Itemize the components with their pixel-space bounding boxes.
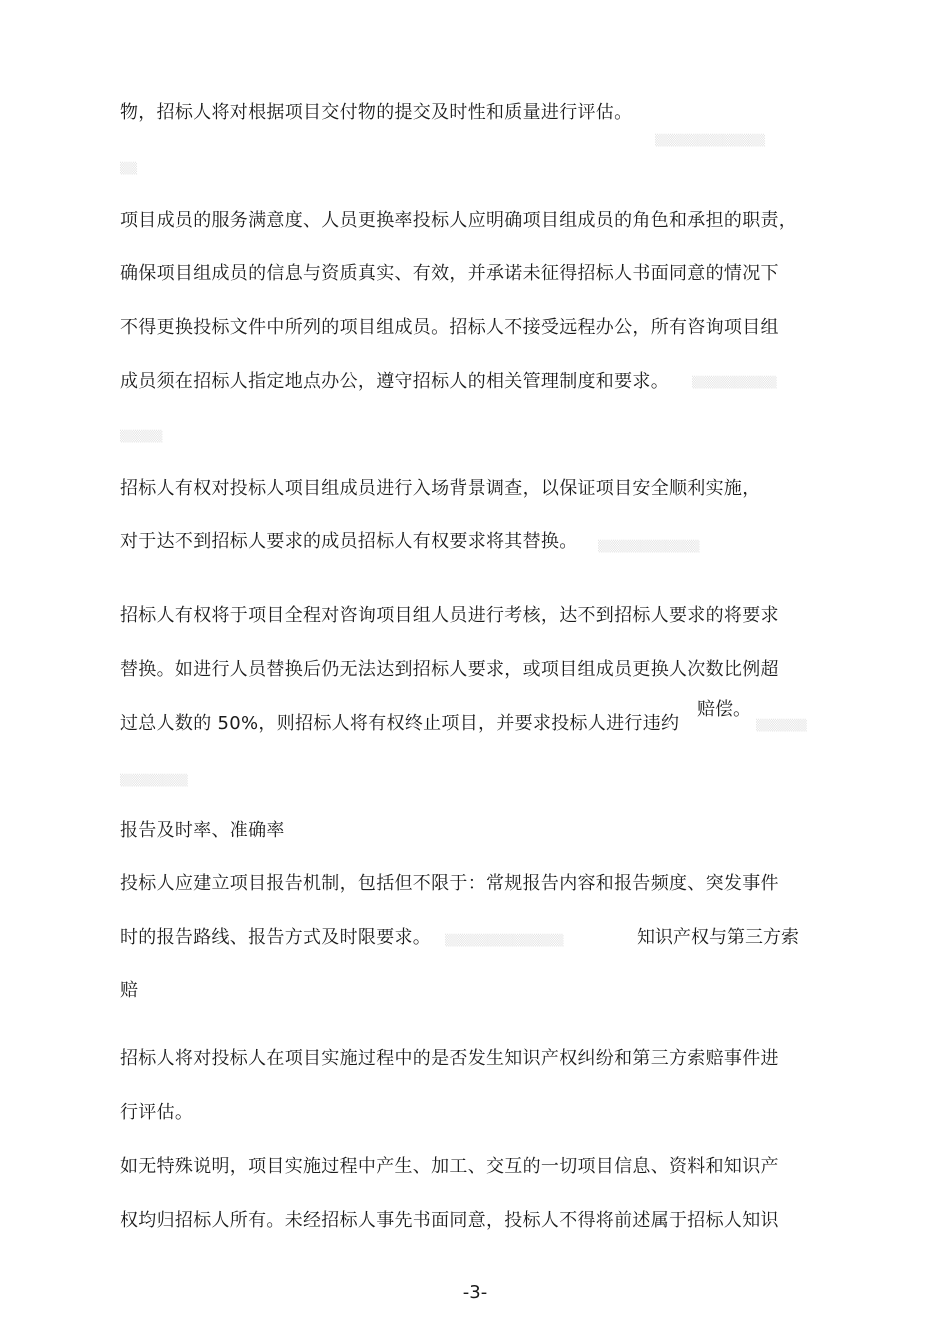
paragraph-line: 过总人数的 50%，则招标人将有权终止项目，并要求投标人进行违约 xyxy=(120,713,680,734)
paragraph-line: 不得更换投标文件中所列的项目组成员。招标人不接受远程办公，所有咨询项目组 xyxy=(120,317,779,338)
paragraph-line: 权均归招标人所有。未经招标人事先书面同意，投标人不得将前述属于招标人知识 xyxy=(120,1210,779,1231)
inline-superscript-text: 赔偿。 xyxy=(697,699,751,720)
paragraph-line: 项目成员的服务满意度、人员更换率投标人应明确项目组成员的角色和承担的职责， xyxy=(120,210,798,231)
paragraph-line: 对于达不到招标人要求的成员招标人有权要求将其替换。 xyxy=(120,531,578,552)
section-heading-inline: 知识产权与第三方索 xyxy=(637,927,799,948)
faint-watermark-text: ▒▒▒▒▒▒▒▒ xyxy=(120,774,188,787)
faint-watermark-text: ▒▒▒▒▒▒▒▒▒▒ xyxy=(692,376,777,389)
paragraph-line: 招标人将对投标人在项目实施过程中的是否发生知识产权纠纷和第三方索赔事件进 xyxy=(120,1048,779,1069)
faint-watermark-text: ▒▒▒▒▒▒ xyxy=(756,719,807,732)
faint-watermark-text: ▒▒▒▒▒ xyxy=(120,430,163,443)
faint-watermark-text: ▒▒▒▒▒▒▒▒▒▒▒▒ xyxy=(598,540,700,553)
paragraph-line: 时的报告路线、报告方式及时限要求。 xyxy=(120,927,432,948)
section-heading-continued: 赔 xyxy=(120,980,139,1001)
paragraph-line: 确保项目组成员的信息与资质真实、有效，并承诺未征得招标人书面同意的情况下 xyxy=(120,263,779,284)
paragraph-line: 招标人有权将于项目全程对咨询项目组人员进行考核，达不到招标人要求的将要求 xyxy=(120,605,779,626)
paragraph-line: 行评估。 xyxy=(120,1102,194,1123)
faint-watermark-text: ▒▒▒▒▒▒▒▒▒▒▒▒▒▒ xyxy=(445,934,564,947)
paragraph-line: 成员须在招标人指定地点办公，遵守招标人的相关管理制度和要求。 xyxy=(120,371,669,392)
paragraph-line: 替换。如进行人员替换后仍无法达到招标人要求，或项目组成员更换人次数比例超 xyxy=(120,659,779,680)
paragraph-line: 物，招标人将对根据项目交付物的提交及时性和质量进行评估。 xyxy=(120,102,633,123)
paragraph-line: 招标人有权对投标人项目组成员进行入场背景调查，以保证项目安全顺利实施， xyxy=(120,478,761,499)
section-heading: 报告及时率、准确率 xyxy=(120,820,285,841)
paragraph-line: 如无特殊说明，项目实施过程中产生、加工、交互的一切项目信息、资料和知识产 xyxy=(120,1156,779,1177)
faint-watermark-text: ▒▒▒▒▒▒▒▒▒▒▒▒▒ xyxy=(655,134,765,147)
faint-watermark-text: ▒▒ xyxy=(120,162,137,175)
page-number: -3- xyxy=(462,1282,488,1303)
paragraph-line: 投标人应建立项目报告机制，包括但不限于：常规报告内容和报告频度、突发事件 xyxy=(120,873,779,894)
